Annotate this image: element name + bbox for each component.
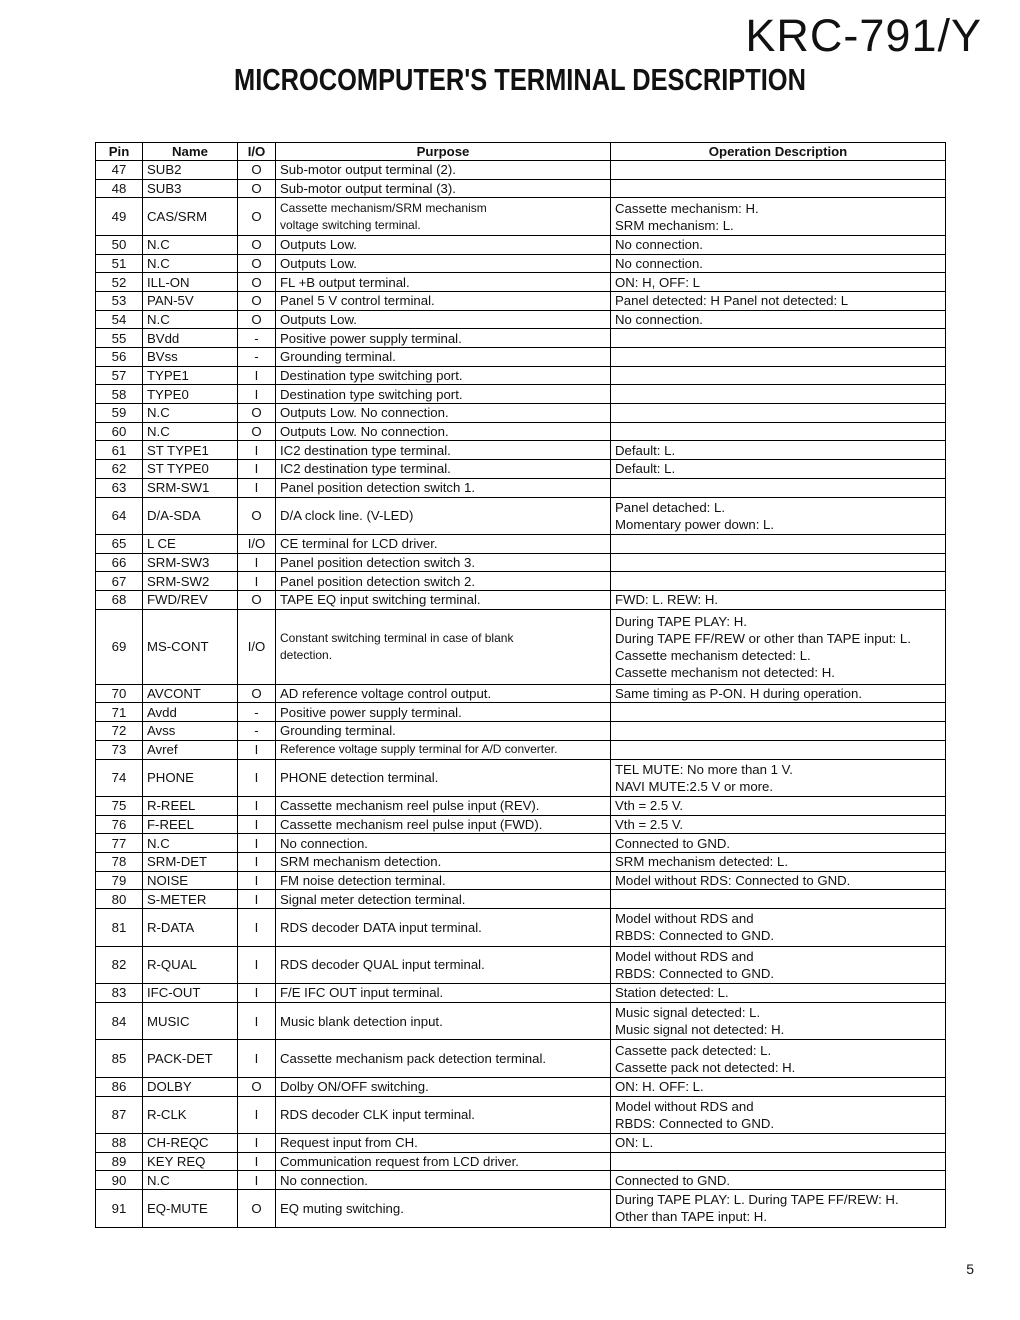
cell-pin: 49 bbox=[96, 198, 143, 236]
table-row bbox=[96, 1152, 946, 1171]
cell-io: I bbox=[238, 1171, 276, 1190]
cell-purpose: Outputs Low. bbox=[276, 254, 611, 273]
cell-pin: 61 bbox=[96, 441, 143, 460]
cell-pin: 90 bbox=[96, 1171, 143, 1190]
table-row bbox=[96, 404, 946, 423]
cell-pin: 48 bbox=[96, 179, 143, 198]
cell-purpose: Cassette mechanism pack detection terminal. bbox=[276, 1040, 611, 1078]
cell-io: I bbox=[238, 572, 276, 591]
cell-pin: 81 bbox=[96, 909, 143, 947]
cell-name: IFC-OUT bbox=[143, 984, 238, 1003]
table-row bbox=[96, 460, 946, 479]
cell-operation: ON: H. OFF: L. bbox=[611, 1077, 946, 1096]
table-row bbox=[96, 722, 946, 741]
cell-operation bbox=[611, 348, 946, 367]
cell-name: D/A-SDA bbox=[143, 497, 238, 535]
cell-io: I bbox=[238, 834, 276, 853]
cell-operation bbox=[611, 740, 946, 759]
cell-pin: 79 bbox=[96, 871, 143, 890]
header-pin: Pin bbox=[96, 143, 143, 161]
cell-operation: Model without RDS and RBDS: Connected to GND. bbox=[611, 1096, 946, 1134]
cell-io: O bbox=[238, 684, 276, 703]
table-row bbox=[96, 441, 946, 460]
cell-operation bbox=[611, 478, 946, 497]
cell-operation: ON: L. bbox=[611, 1134, 946, 1153]
cell-pin: 88 bbox=[96, 1134, 143, 1153]
cell-name: ILL-ON bbox=[143, 273, 238, 292]
cell-name: F-REEL bbox=[143, 815, 238, 834]
cell-purpose: RDS decoder CLK input terminal. bbox=[276, 1096, 611, 1134]
table-row bbox=[96, 890, 946, 909]
cell-io: I bbox=[238, 1134, 276, 1153]
cell-io: I bbox=[238, 815, 276, 834]
cell-pin: 86 bbox=[96, 1077, 143, 1096]
cell-purpose: Outputs Low. No connection. bbox=[276, 404, 611, 423]
cell-name: R-QUAL bbox=[143, 946, 238, 984]
cell-name: N.C bbox=[143, 1171, 238, 1190]
table-body bbox=[96, 161, 946, 1228]
cell-io: I bbox=[238, 1152, 276, 1171]
table-row bbox=[96, 703, 946, 722]
table-row bbox=[96, 853, 946, 872]
model-number: KRC-791/Y bbox=[745, 10, 982, 61]
cell-operation bbox=[611, 553, 946, 572]
cell-purpose: Communication request from LCD driver. bbox=[276, 1152, 611, 1171]
cell-purpose: Panel position detection switch 3. bbox=[276, 553, 611, 572]
cell-purpose: TAPE EQ input switching terminal. bbox=[276, 591, 611, 610]
table-row bbox=[96, 946, 946, 984]
cell-io: I bbox=[238, 797, 276, 816]
cell-purpose: RDS decoder DATA input terminal. bbox=[276, 909, 611, 947]
table-row bbox=[96, 235, 946, 254]
cell-purpose: Dolby ON/OFF switching. bbox=[276, 1077, 611, 1096]
cell-purpose: Panel position detection switch 2. bbox=[276, 572, 611, 591]
table-row bbox=[96, 366, 946, 385]
cell-purpose: Outputs Low. No connection. bbox=[276, 422, 611, 441]
cell-io: I bbox=[238, 909, 276, 947]
cell-purpose: Sub-motor output terminal (2). bbox=[276, 161, 611, 180]
table-row bbox=[96, 909, 946, 947]
cell-operation bbox=[611, 366, 946, 385]
cell-name: TYPE1 bbox=[143, 366, 238, 385]
cell-operation: Connected to GND. bbox=[611, 834, 946, 853]
table-row bbox=[96, 1077, 946, 1096]
cell-operation: Model without RDS and RBDS: Connected to GND. bbox=[611, 909, 946, 947]
cell-purpose: IC2 destination type terminal. bbox=[276, 441, 611, 460]
cell-purpose: Positive power supply terminal. bbox=[276, 703, 611, 722]
cell-name: SUB3 bbox=[143, 179, 238, 198]
cell-purpose: AD reference voltage control output. bbox=[276, 684, 611, 703]
table-row bbox=[96, 329, 946, 348]
cell-purpose: RDS decoder QUAL input terminal. bbox=[276, 946, 611, 984]
cell-pin: 56 bbox=[96, 348, 143, 367]
cell-operation bbox=[611, 404, 946, 423]
cell-operation bbox=[611, 535, 946, 554]
cell-io: - bbox=[238, 703, 276, 722]
cell-io: I bbox=[238, 871, 276, 890]
table-row bbox=[96, 591, 946, 610]
cell-name: SRM-SW3 bbox=[143, 553, 238, 572]
cell-purpose: Music blank detection input. bbox=[276, 1002, 611, 1040]
cell-pin: 62 bbox=[96, 460, 143, 479]
cell-name: ST TYPE0 bbox=[143, 460, 238, 479]
header-operation: Operation Description bbox=[611, 143, 946, 161]
terminal-table bbox=[95, 142, 946, 1228]
cell-io: I bbox=[238, 1096, 276, 1134]
page-title: MICROCOMPUTER'S TERMINAL DESCRIPTION bbox=[234, 62, 806, 97]
table-row bbox=[96, 1002, 946, 1040]
cell-name: TYPE0 bbox=[143, 385, 238, 404]
cell-io: I bbox=[238, 853, 276, 872]
cell-name: SRM-SW1 bbox=[143, 478, 238, 497]
cell-purpose: SRM mechanism detection. bbox=[276, 853, 611, 872]
table-row bbox=[96, 422, 946, 441]
cell-io: O bbox=[238, 422, 276, 441]
table-row bbox=[96, 348, 946, 367]
cell-name: SUB2 bbox=[143, 161, 238, 180]
cell-pin: 67 bbox=[96, 572, 143, 591]
cell-pin: 85 bbox=[96, 1040, 143, 1078]
cell-operation: Vth = 2.5 V. bbox=[611, 815, 946, 834]
cell-pin: 78 bbox=[96, 853, 143, 872]
cell-pin: 82 bbox=[96, 946, 143, 984]
table-row bbox=[96, 478, 946, 497]
cell-io: I bbox=[238, 890, 276, 909]
cell-pin: 64 bbox=[96, 497, 143, 535]
cell-io: O bbox=[238, 497, 276, 535]
cell-name: SRM-DET bbox=[143, 853, 238, 872]
table-row bbox=[96, 273, 946, 292]
cell-operation: No connection. bbox=[611, 235, 946, 254]
cell-name: AVCONT bbox=[143, 684, 238, 703]
cell-pin: 51 bbox=[96, 254, 143, 273]
cell-name: N.C bbox=[143, 834, 238, 853]
cell-name: N.C bbox=[143, 254, 238, 273]
cell-pin: 54 bbox=[96, 310, 143, 329]
cell-io: I bbox=[238, 460, 276, 479]
cell-pin: 91 bbox=[96, 1190, 143, 1228]
table-row bbox=[96, 609, 946, 684]
cell-name: PAN-5V bbox=[143, 291, 238, 310]
cell-operation: Default: L. bbox=[611, 460, 946, 479]
table-header-row bbox=[96, 143, 946, 161]
cell-name: Avss bbox=[143, 722, 238, 741]
cell-operation: Panel detected: H Panel not detected: L bbox=[611, 291, 946, 310]
cell-operation bbox=[611, 329, 946, 348]
cell-purpose: Cassette mechanism/SRM mechanism voltage switching terminal. bbox=[276, 198, 611, 236]
cell-io: O bbox=[238, 1190, 276, 1228]
cell-io: - bbox=[238, 348, 276, 367]
cell-purpose: No connection. bbox=[276, 1171, 611, 1190]
cell-io: O bbox=[238, 161, 276, 180]
cell-name: EQ-MUTE bbox=[143, 1190, 238, 1228]
cell-name: NOISE bbox=[143, 871, 238, 890]
cell-operation: FWD: L. REW: H. bbox=[611, 591, 946, 610]
cell-pin: 75 bbox=[96, 797, 143, 816]
cell-io: O bbox=[238, 198, 276, 236]
cell-pin: 53 bbox=[96, 291, 143, 310]
cell-pin: 63 bbox=[96, 478, 143, 497]
cell-purpose: F/E IFC OUT input terminal. bbox=[276, 984, 611, 1003]
cell-pin: 73 bbox=[96, 740, 143, 759]
cell-name: BVss bbox=[143, 348, 238, 367]
cell-operation bbox=[611, 179, 946, 198]
cell-io: I bbox=[238, 478, 276, 497]
cell-name: DOLBY bbox=[143, 1077, 238, 1096]
cell-operation bbox=[611, 703, 946, 722]
cell-pin: 65 bbox=[96, 535, 143, 554]
cell-purpose: D/A clock line. (V-LED) bbox=[276, 497, 611, 535]
cell-operation: Default: L. bbox=[611, 441, 946, 460]
cell-io: I bbox=[238, 1002, 276, 1040]
cell-pin: 60 bbox=[96, 422, 143, 441]
cell-purpose: Grounding terminal. bbox=[276, 722, 611, 741]
cell-io: I bbox=[238, 366, 276, 385]
cell-io: O bbox=[238, 591, 276, 610]
cell-name: N.C bbox=[143, 422, 238, 441]
cell-name: PHONE bbox=[143, 759, 238, 797]
table-row bbox=[96, 1171, 946, 1190]
cell-pin: 69 bbox=[96, 609, 143, 684]
cell-operation bbox=[611, 422, 946, 441]
table-row bbox=[96, 740, 946, 759]
cell-operation bbox=[611, 890, 946, 909]
table-row bbox=[96, 1040, 946, 1078]
cell-operation: TEL MUTE: No more than 1 V. NAVI MUTE:2.5 V or more. bbox=[611, 759, 946, 797]
cell-purpose: PHONE detection terminal. bbox=[276, 759, 611, 797]
cell-operation bbox=[611, 722, 946, 741]
cell-name: R-REEL bbox=[143, 797, 238, 816]
cell-io: I bbox=[238, 441, 276, 460]
cell-io: I/O bbox=[238, 535, 276, 554]
table-row bbox=[96, 179, 946, 198]
cell-io: O bbox=[238, 291, 276, 310]
cell-purpose: Destination type switching port. bbox=[276, 385, 611, 404]
cell-purpose: Positive power supply terminal. bbox=[276, 329, 611, 348]
cell-operation: Model without RDS: Connected to GND. bbox=[611, 871, 946, 890]
table-row bbox=[96, 1096, 946, 1134]
cell-pin: 84 bbox=[96, 1002, 143, 1040]
header-name: Name bbox=[143, 143, 238, 161]
cell-name: N.C bbox=[143, 310, 238, 329]
cell-operation: Panel detached: L. Momentary power down: L. bbox=[611, 497, 946, 535]
cell-io: O bbox=[238, 254, 276, 273]
cell-operation: No connection. bbox=[611, 254, 946, 273]
cell-purpose: Cassette mechanism reel pulse input (REV). bbox=[276, 797, 611, 816]
cell-purpose: Reference voltage supply terminal for A/D converter. bbox=[276, 740, 611, 759]
table-row bbox=[96, 310, 946, 329]
table-row bbox=[96, 497, 946, 535]
cell-name: R-CLK bbox=[143, 1096, 238, 1134]
cell-pin: 72 bbox=[96, 722, 143, 741]
cell-io: I bbox=[238, 1040, 276, 1078]
header-purpose: Purpose bbox=[276, 143, 611, 161]
cell-operation bbox=[611, 1152, 946, 1171]
cell-purpose: Signal meter detection terminal. bbox=[276, 890, 611, 909]
table-row bbox=[96, 797, 946, 816]
cell-name: CAS/SRM bbox=[143, 198, 238, 236]
cell-operation: Station detected: L. bbox=[611, 984, 946, 1003]
cell-name: ST TYPE1 bbox=[143, 441, 238, 460]
table-row bbox=[96, 385, 946, 404]
cell-name: R-DATA bbox=[143, 909, 238, 947]
cell-operation bbox=[611, 572, 946, 591]
cell-name: Avdd bbox=[143, 703, 238, 722]
cell-operation: Model without RDS and RBDS: Connected to GND. bbox=[611, 946, 946, 984]
cell-name: L CE bbox=[143, 535, 238, 554]
cell-name: N.C bbox=[143, 235, 238, 254]
cell-name: FWD/REV bbox=[143, 591, 238, 610]
cell-io: I bbox=[238, 385, 276, 404]
cell-io: O bbox=[238, 404, 276, 423]
table-row bbox=[96, 684, 946, 703]
cell-name: Avref bbox=[143, 740, 238, 759]
header-io: I/O bbox=[238, 143, 276, 161]
cell-pin: 50 bbox=[96, 235, 143, 254]
cell-operation: SRM mechanism detected: L. bbox=[611, 853, 946, 872]
cell-purpose: Cassette mechanism reel pulse input (FWD). bbox=[276, 815, 611, 834]
cell-purpose: No connection. bbox=[276, 834, 611, 853]
cell-purpose: Request input from CH. bbox=[276, 1134, 611, 1153]
cell-purpose: Destination type switching port. bbox=[276, 366, 611, 385]
cell-pin: 68 bbox=[96, 591, 143, 610]
cell-pin: 71 bbox=[96, 703, 143, 722]
cell-purpose: Panel position detection switch 1. bbox=[276, 478, 611, 497]
table-row bbox=[96, 254, 946, 273]
table-row bbox=[96, 759, 946, 797]
cell-name: KEY REQ bbox=[143, 1152, 238, 1171]
cell-pin: 66 bbox=[96, 553, 143, 572]
cell-purpose: FM noise detection terminal. bbox=[276, 871, 611, 890]
cell-pin: 59 bbox=[96, 404, 143, 423]
cell-purpose: Sub-motor output terminal (3). bbox=[276, 179, 611, 198]
cell-io: O bbox=[238, 235, 276, 254]
cell-operation: Vth = 2.5 V. bbox=[611, 797, 946, 816]
cell-operation: ON: H, OFF: L bbox=[611, 273, 946, 292]
table-row bbox=[96, 834, 946, 853]
cell-operation: Cassette mechanism: H. SRM mechanism: L. bbox=[611, 198, 946, 236]
cell-name: PACK-DET bbox=[143, 1040, 238, 1078]
cell-io: O bbox=[238, 310, 276, 329]
cell-io: I bbox=[238, 946, 276, 984]
cell-io: O bbox=[238, 273, 276, 292]
cell-purpose: Constant switching terminal in case of blank detection. bbox=[276, 609, 611, 684]
cell-io: O bbox=[238, 1077, 276, 1096]
cell-name: MS-CONT bbox=[143, 609, 238, 684]
cell-pin: 47 bbox=[96, 161, 143, 180]
table-row bbox=[96, 553, 946, 572]
cell-io: I bbox=[238, 740, 276, 759]
cell-name: CH-REQC bbox=[143, 1134, 238, 1153]
cell-io: - bbox=[238, 722, 276, 741]
cell-io: - bbox=[238, 329, 276, 348]
page-number: 5 bbox=[966, 1261, 974, 1277]
cell-purpose: Outputs Low. bbox=[276, 235, 611, 254]
cell-name: MUSIC bbox=[143, 1002, 238, 1040]
cell-pin: 74 bbox=[96, 759, 143, 797]
cell-name: BVdd bbox=[143, 329, 238, 348]
table-row bbox=[96, 1134, 946, 1153]
cell-operation bbox=[611, 161, 946, 180]
cell-pin: 70 bbox=[96, 684, 143, 703]
cell-operation: Same timing as P-ON. H during operation. bbox=[611, 684, 946, 703]
cell-pin: 57 bbox=[96, 366, 143, 385]
cell-io: I bbox=[238, 984, 276, 1003]
cell-pin: 55 bbox=[96, 329, 143, 348]
cell-io: I bbox=[238, 553, 276, 572]
cell-purpose: Panel 5 V control terminal. bbox=[276, 291, 611, 310]
cell-name: N.C bbox=[143, 404, 238, 423]
table-row bbox=[96, 161, 946, 180]
cell-operation: Music signal detected: L. Music signal not detected: H. bbox=[611, 1002, 946, 1040]
cell-pin: 80 bbox=[96, 890, 143, 909]
cell-operation: During TAPE PLAY: H. During TAPE FF/REW or other than TAPE input: L. Cassette mechanism detected: L. Cassette mechanism not detected: H. bbox=[611, 609, 946, 684]
cell-pin: 89 bbox=[96, 1152, 143, 1171]
cell-pin: 76 bbox=[96, 815, 143, 834]
cell-pin: 77 bbox=[96, 834, 143, 853]
cell-pin: 87 bbox=[96, 1096, 143, 1134]
cell-io: O bbox=[238, 179, 276, 198]
cell-name: S-METER bbox=[143, 890, 238, 909]
cell-pin: 58 bbox=[96, 385, 143, 404]
table-row bbox=[96, 1190, 946, 1228]
cell-io: I bbox=[238, 759, 276, 797]
cell-purpose: IC2 destination type terminal. bbox=[276, 460, 611, 479]
cell-operation: Cassette pack detected: L. Cassette pack not detected: H. bbox=[611, 1040, 946, 1078]
table-row bbox=[96, 198, 946, 236]
table-row bbox=[96, 572, 946, 591]
cell-io: I/O bbox=[238, 609, 276, 684]
cell-purpose: Outputs Low. bbox=[276, 310, 611, 329]
cell-operation bbox=[611, 385, 946, 404]
cell-pin: 52 bbox=[96, 273, 143, 292]
cell-purpose: CE terminal for LCD driver. bbox=[276, 535, 611, 554]
cell-pin: 83 bbox=[96, 984, 143, 1003]
cell-purpose: FL +B output terminal. bbox=[276, 273, 611, 292]
table-row bbox=[96, 291, 946, 310]
table-row bbox=[96, 871, 946, 890]
table-row bbox=[96, 815, 946, 834]
cell-operation: Connected to GND. bbox=[611, 1171, 946, 1190]
cell-operation: During TAPE PLAY: L. During TAPE FF/REW: H. Other than TAPE input: H. bbox=[611, 1190, 946, 1228]
cell-operation: No connection. bbox=[611, 310, 946, 329]
table-row bbox=[96, 535, 946, 554]
cell-name: SRM-SW2 bbox=[143, 572, 238, 591]
cell-purpose: EQ muting switching. bbox=[276, 1190, 611, 1228]
table-row bbox=[96, 984, 946, 1003]
cell-purpose: Grounding terminal. bbox=[276, 348, 611, 367]
